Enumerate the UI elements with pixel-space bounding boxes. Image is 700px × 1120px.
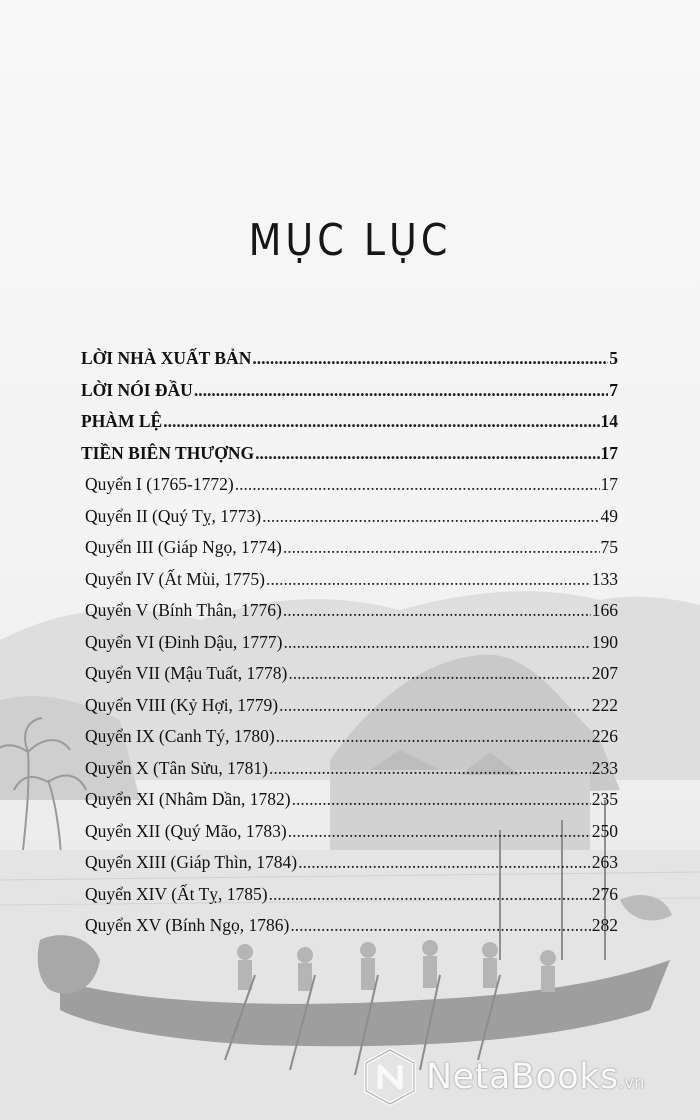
toc-subentry[interactable] (81, 884, 618, 916)
toc-subentry[interactable] (81, 632, 618, 664)
toc-entry-label: Quyển VIII (Kỷ Hợi, 1779) (85, 694, 279, 715)
toc-entry-page: 14 (600, 411, 618, 431)
toc-entry-page: 263 (591, 852, 618, 872)
toc-entry-page: 75 (600, 537, 618, 557)
dot-leader (276, 726, 591, 747)
toc-subentry[interactable] (81, 537, 618, 569)
toc-entry-page: 17 (600, 474, 618, 494)
toc-entry-page: 133 (591, 568, 618, 589)
toc-entry-page: 49 (600, 505, 618, 526)
toc-entry[interactable] (81, 411, 618, 443)
toc-entry-label: Quyển XIV (Ất Tỵ, 1785) (85, 883, 268, 904)
toc-subentry[interactable] (81, 695, 618, 727)
toc-entry-page: 190 (591, 631, 618, 652)
toc-entry-page: 207 (591, 663, 618, 683)
toc-entry-label: Quyển IV (Ất Mùi, 1775) (85, 568, 266, 589)
toc-entry-page: 5 (609, 348, 618, 368)
toc-entry-label: Quyển II (Quý Tỵ, 1773) (85, 505, 262, 526)
dot-leader (288, 821, 591, 842)
toc-entry-page: 17 (600, 442, 618, 463)
toc-entry-label: Quyển IX (Canh Tý, 1780) (85, 726, 275, 746)
dot-leader (290, 915, 590, 936)
dot-leader (269, 884, 591, 905)
toc-entry-label: Quyển VI (Đinh Dậu, 1777) (85, 631, 283, 652)
toc-entry-label: Quyển XV (Bính Ngọ, 1786) (85, 915, 290, 935)
toc-entry-page: 222 (591, 694, 618, 715)
toc-entry-label: Quyển XI (Nhâm Dần, 1782) (85, 789, 291, 809)
netabooks-watermark (362, 1042, 692, 1112)
toc-subentry[interactable] (81, 852, 618, 884)
toc-entry-label: Quyển XII (Quý Mão, 1783) (85, 820, 287, 841)
toc-entry-page: 166 (591, 600, 618, 620)
dot-leader (194, 380, 608, 401)
dot-leader (269, 758, 591, 779)
toc-entry-label: LỜI NHÀ XUẤT BẢN (81, 348, 252, 368)
netabooks-logo-icon (362, 1047, 418, 1107)
toc-entry-label: PHÀM LỆ (81, 411, 163, 431)
toc-entry-page: 276 (591, 883, 618, 904)
toc-entry-label: LỜI NÓI ĐẦU (81, 379, 193, 400)
toc-entry-label: Quyển I (1765-1772) (85, 474, 234, 494)
toc-entry-label: Quyển V (Bính Thân, 1776) (85, 600, 282, 620)
table-of-contents (81, 348, 618, 947)
watermark-domain: .vn (618, 1073, 645, 1092)
dot-leader (235, 474, 600, 495)
dot-leader (266, 569, 591, 590)
dot-leader (292, 789, 591, 810)
toc-subentry[interactable] (81, 474, 618, 506)
dot-leader (284, 632, 591, 653)
toc-entry-page: 233 (591, 757, 618, 778)
dot-leader (279, 695, 591, 716)
toc-entry[interactable] (81, 348, 618, 380)
toc-entry-page: 7 (609, 379, 618, 400)
page-title: MỤC LỤC (248, 214, 452, 266)
toc-entry-label: Quyển III (Giáp Ngọ, 1774) (85, 537, 282, 557)
toc-entry-page: 226 (591, 726, 618, 746)
toc-entry-label: Quyển X (Tân Sửu, 1781) (85, 757, 268, 778)
dot-leader (262, 506, 599, 527)
watermark-brand-name: NetaBooks (426, 1057, 619, 1097)
toc-subentry[interactable] (81, 821, 618, 853)
toc-subentry[interactable] (81, 506, 618, 538)
toc-entry-label: Quyển XIII (Giáp Thìn, 1784) (85, 852, 298, 872)
dot-leader (288, 663, 590, 684)
toc-entry-page: 235 (591, 789, 618, 809)
dot-leader (255, 443, 599, 464)
dot-leader (252, 348, 608, 369)
toc-subentry[interactable] (81, 758, 618, 790)
toc-subentry[interactable] (81, 663, 618, 695)
dot-leader (163, 411, 599, 432)
toc-entry[interactable] (81, 380, 618, 412)
dot-leader (283, 537, 600, 558)
toc-entry-label: Quyển VII (Mậu Tuất, 1778) (85, 663, 288, 683)
toc-entry[interactable] (81, 443, 618, 475)
toc-subentry[interactable] (81, 569, 618, 601)
dot-leader (283, 600, 591, 621)
toc-subentry[interactable] (81, 915, 618, 947)
toc-entry-label: TIỀN BIÊN THƯỢNG (81, 442, 255, 463)
dot-leader (298, 852, 591, 873)
toc-entry-page: 250 (591, 820, 618, 841)
toc-subentry[interactable] (81, 789, 618, 821)
toc-entry-page: 282 (591, 915, 618, 935)
toc-subentry[interactable] (81, 600, 618, 632)
watermark-brand (426, 1057, 645, 1097)
toc-subentry[interactable] (81, 726, 618, 758)
